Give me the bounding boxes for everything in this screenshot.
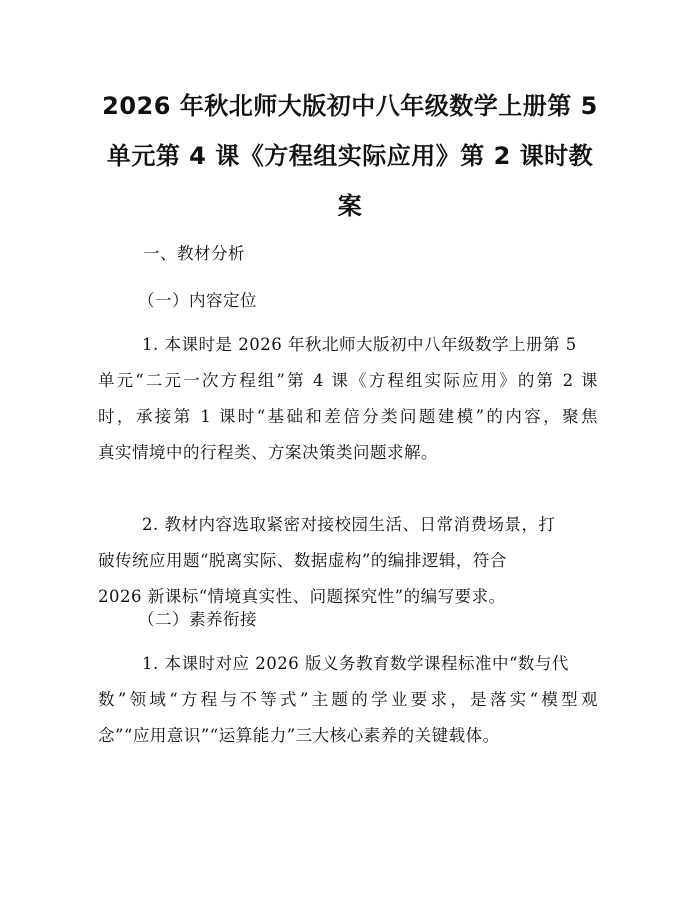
paragraph-line: 真实情境中的行程类、方案决策类问题求解。 [98,443,438,462]
paragraph-line: 破传统应用题“脱离实际、数据虚构”的编排逻辑，符合 [98,551,507,570]
paragraph-line: 1. 本课时是 2026 年秋北师大版初中八年级数学上册第 5 [142,335,577,354]
title-line: 案 [337,192,363,220]
paragraph-line: 2026 新课标“情境真实性、问题探究性”的编写要求。 [98,587,506,606]
paragraph-line: 数”领域“方程与不等式”主题的学业要求，是落实“模型观 [98,690,598,709]
document-title [100,86,600,226]
paragraph-line: 2. 教材内容选取紧密对接校园生活、日常消费场景，打 [142,515,556,534]
paragraph-content-positioning-2 [98,507,598,615]
paragraph-line: 时，承接第 1 课时“基础和差倍分类问题建模”的内容，聚焦 [98,407,598,426]
paragraph-line: 单元“二元一次方程组”第 4 课《方程组实际应用》的第 2 课 [98,371,598,390]
paragraph-line: 念”“应用意识”“运算能力”三大核心素养的关键载体。 [98,726,500,745]
paragraph-content-positioning-1 [98,327,598,471]
title-line: 2026 年秋北师大版初中八年级数学上册第 5 [102,92,598,120]
title-line: 单元第 4 课《方程组实际应用》第 2 课时教 [106,142,594,170]
paragraph-line: 1. 本课时对应 2026 版义务教育数学课程标准中“数与代 [142,654,569,673]
subsection-heading-content-positioning: （一）内容定位 [138,291,257,310]
subsection-heading-literacy-connection: （二）素养衔接 [138,610,257,629]
paragraph-literacy-connection-1 [98,646,598,754]
section-heading-textbook-analysis: 一、教材分析 [143,244,245,263]
